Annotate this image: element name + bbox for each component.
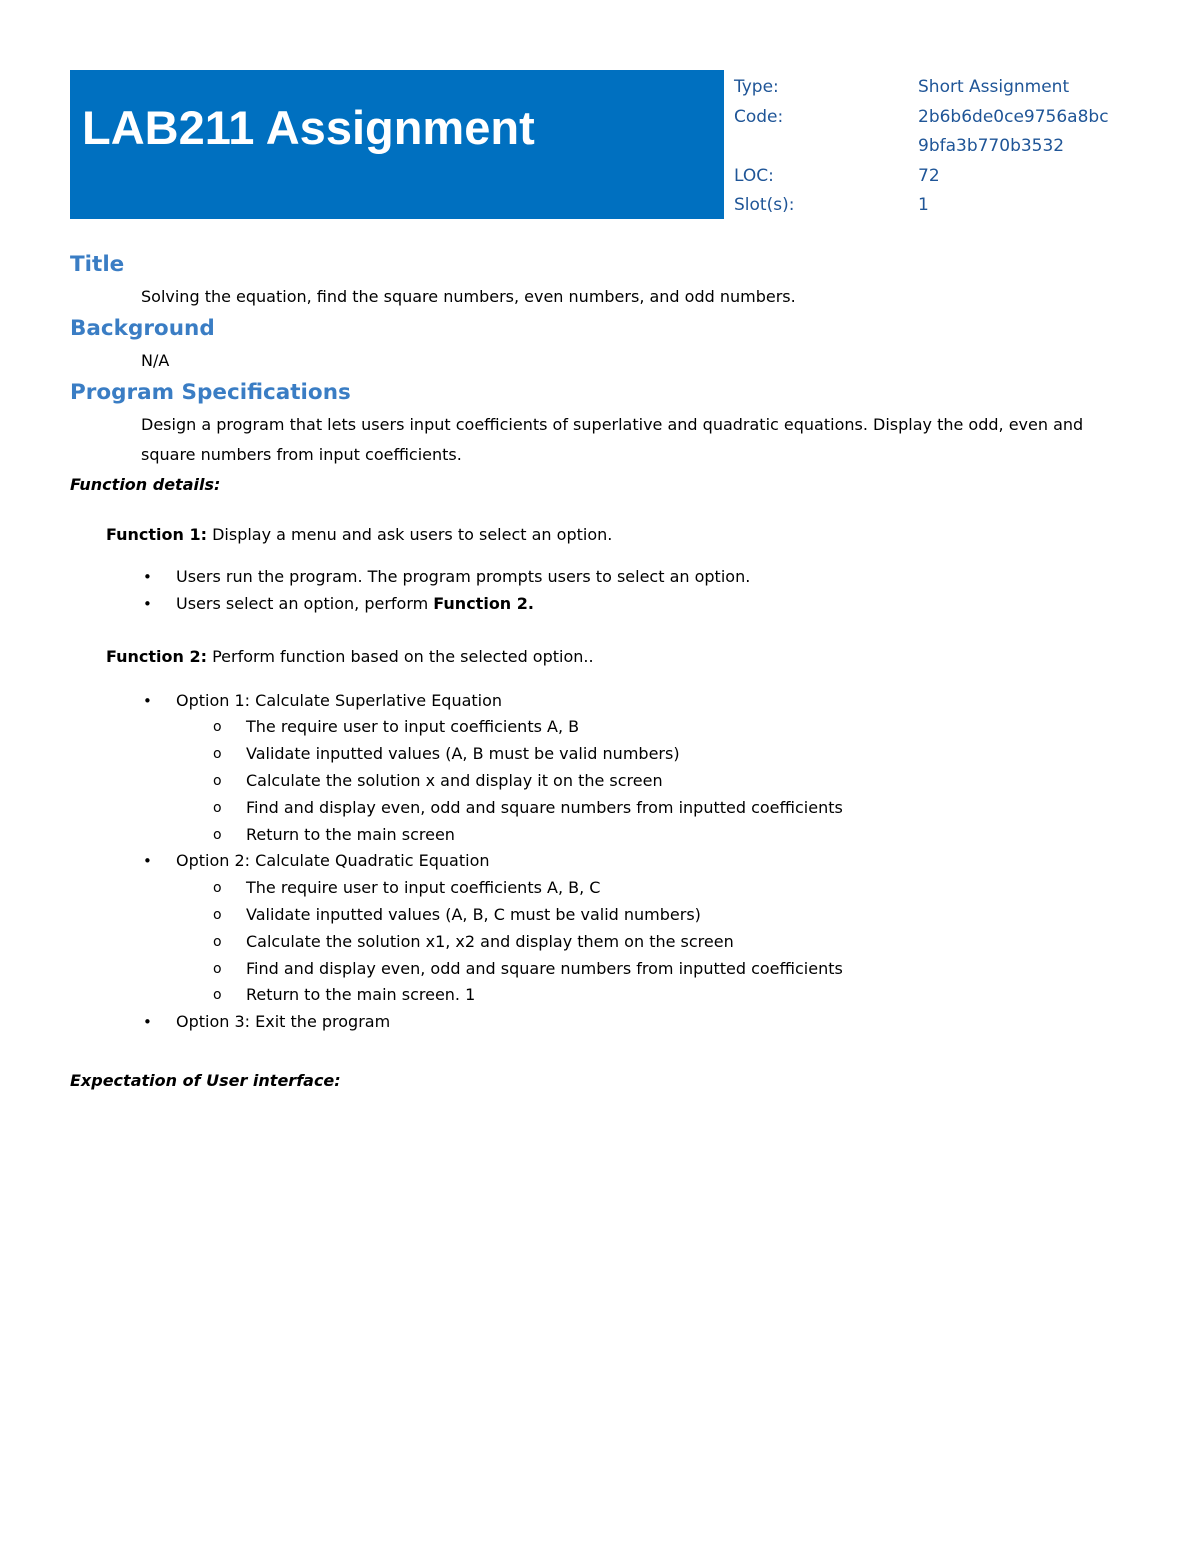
option-label: Option 3: Exit the program [176, 1012, 391, 1032]
meta-value: Short Assignment [918, 77, 1070, 97]
document-body [70, 248, 1130, 1096]
bullet-icon: • [143, 568, 152, 586]
circle-bullet-icon: o [213, 799, 222, 816]
sub-text: Validate inputted values (A, B must be valid numbers) [246, 744, 680, 764]
circle-bullet-icon: o [213, 772, 222, 789]
circle-bullet-icon: o [213, 960, 222, 977]
function2-name: Function 2: [106, 646, 208, 666]
function1-desc: Display a menu and ask users to select an option. [207, 525, 613, 544]
function1-line [106, 520, 1130, 550]
sub-text: The require user to input coefficients A, B [246, 717, 580, 737]
circle-bullet-icon: o [213, 906, 222, 923]
sub-text: Return to the main screen [246, 824, 455, 844]
list-item [70, 982, 1130, 1009]
bullet-icon: • [143, 1013, 152, 1032]
meta-value: 1 [918, 195, 929, 215]
meta-label: Type: [734, 77, 779, 97]
meta-row-loc [734, 162, 1174, 192]
bullet-text: Users run the program. The program prompts users to select an option. [176, 567, 751, 586]
list-item [70, 875, 1130, 902]
spec-body: Design a program that lets users input coefficients of superlative and quadratic equations. Display the odd, even and square numbers from input coefficients. [141, 415, 1084, 464]
sub-text: Return to the main screen. 1 [246, 985, 476, 1005]
option-sublist [176, 875, 1130, 1009]
function2-options [70, 688, 1130, 1036]
circle-bullet-icon: o [213, 746, 222, 763]
sub-text: Calculate the solution x1, x2 and display them on the screen [246, 931, 734, 951]
meta-row-code-continued [734, 132, 1174, 162]
function1-bullets [70, 564, 1130, 618]
title-heading: Title [70, 252, 125, 277]
list-item [70, 956, 1130, 983]
option-sublist [176, 714, 1130, 848]
circle-bullet-icon: o [213, 933, 222, 950]
meta-value: 2b6b6de0ce9756a8bc [918, 106, 1109, 127]
option-label: Option 1: Calculate Superlative Equation [176, 690, 503, 710]
list-item [70, 564, 1130, 591]
bullet-icon: • [143, 691, 152, 710]
title-body: Solving the equation, find the square numbers, even numbers, and odd numbers. [141, 287, 796, 306]
list-item [70, 902, 1130, 929]
meta-row-code [734, 103, 1174, 133]
circle-bullet-icon: o [213, 880, 222, 897]
list-item [70, 741, 1130, 768]
circle-bullet-icon: o [213, 826, 222, 843]
list-item [70, 929, 1130, 956]
meta-row-slots [734, 191, 1174, 221]
list-item [70, 822, 1130, 849]
sub-text: Find and display even, odd and square numbers from inputted coefficients [246, 958, 843, 978]
header-band [70, 70, 724, 219]
document-title: LAB211 Assignment [82, 101, 535, 154]
sub-text: The require user to input coefficients A, B, C [246, 878, 601, 898]
expectation-label: Expectation of User interface: [70, 1070, 341, 1090]
list-item [70, 591, 1130, 618]
bullet-bold-text: Function 2. [433, 593, 534, 613]
bullet-icon: • [143, 594, 152, 613]
meta-label: Code: [734, 106, 784, 127]
option-label: Option 2: Calculate Quadratic Equation [176, 851, 490, 871]
background-body: N/A [141, 351, 170, 370]
function1-name: Function 1: [106, 525, 208, 544]
bullet-text: Users select an option, perform [176, 593, 434, 613]
sub-text: Validate inputted values (A, B, C must be valid numbers) [246, 904, 701, 924]
list-item [70, 848, 1130, 1009]
circle-bullet-icon: o [213, 719, 222, 736]
meta-label: Slot(s): [734, 195, 795, 215]
list-item [70, 795, 1130, 822]
assignment-meta [734, 73, 1174, 221]
list-item [70, 1009, 1130, 1036]
spec-heading: Program Specifications [70, 380, 351, 405]
bullet-icon: • [143, 852, 152, 871]
meta-value: 9bfa3b770b3532 [918, 136, 1065, 156]
meta-label: LOC: [734, 165, 774, 186]
function-details-label: Function details: [70, 475, 221, 494]
sub-text: Find and display even, odd and square numbers from inputted coefficients [246, 797, 843, 817]
list-item [70, 768, 1130, 795]
circle-bullet-icon: o [213, 987, 222, 1004]
list-item [70, 688, 1130, 849]
meta-row-type [734, 73, 1174, 103]
background-heading: Background [70, 316, 215, 341]
function2-line [106, 642, 1130, 672]
function2-desc: Perform function based on the selected option.. [207, 646, 594, 666]
meta-value: 72 [918, 165, 940, 186]
list-item [70, 714, 1130, 741]
sub-text: Calculate the solution x and display it on the screen [246, 770, 663, 790]
